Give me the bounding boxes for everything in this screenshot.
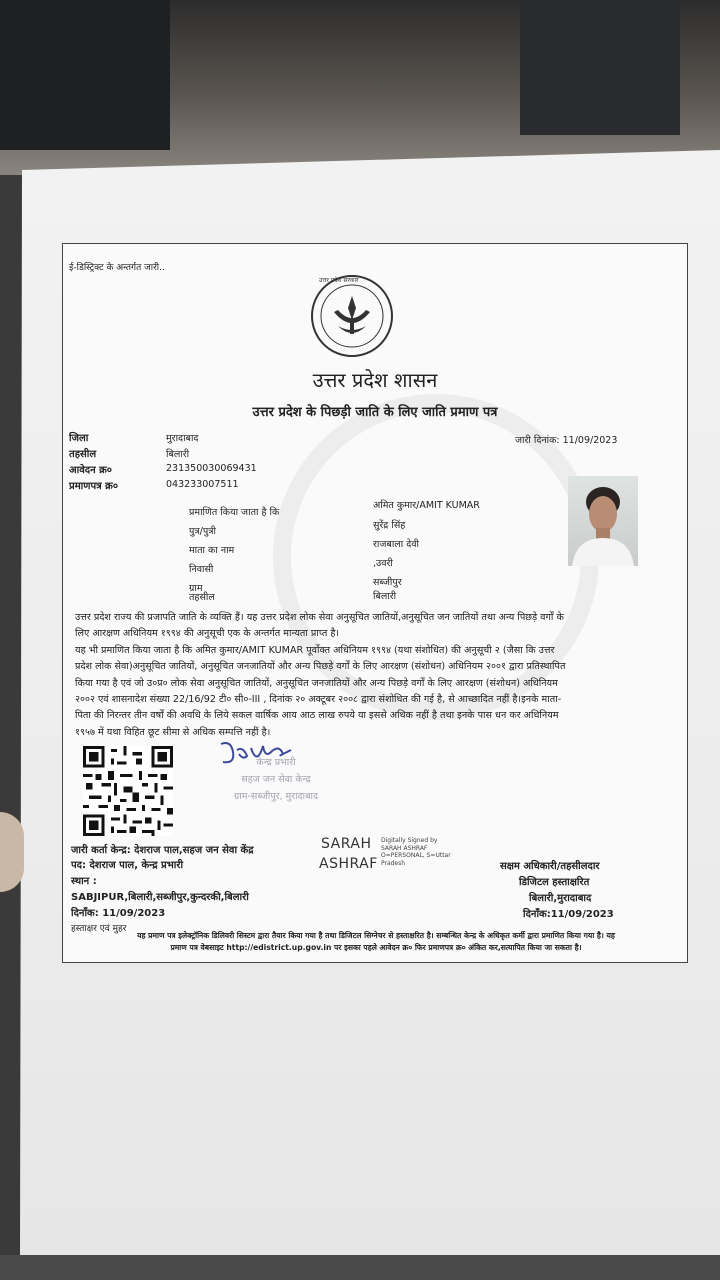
stamp-line: सहज जन सेवा केन्द्र <box>241 774 311 785</box>
person-row-label: माता का नाम <box>189 545 235 556</box>
person-tehsil-value: बिलारी <box>373 591 397 602</box>
tehsil-value: बिलारी <box>166 449 190 460</box>
applicant-photo <box>568 476 638 566</box>
desk-background <box>0 0 720 175</box>
digital-signer-name <box>321 834 378 874</box>
authority-place: बिलारी,मुरादाबाद <box>529 893 592 904</box>
tehsil-label: तहसील <box>69 449 97 460</box>
resident-value: ,उवरी <box>373 558 393 569</box>
certificate-title: उत्तर प्रदेश के पिछड़ी जाति के लिए जाति प्रमाण पत्र <box>252 405 498 420</box>
district-value: मुरादाबाद <box>166 433 199 444</box>
emblem-caption: उत्तर प्रदेश सरकार <box>319 277 359 284</box>
authority-date: दिनाँक:11/09/2023 <box>523 909 614 920</box>
person-name: अमित कुमार/AMIT KUMAR <box>373 500 480 511</box>
holding-finger <box>0 812 24 892</box>
stamp-line: ग्राम-सब्जीपुर, मुरादाबाद <box>233 791 319 802</box>
application-number: 231350030069431 <box>166 463 257 474</box>
signature-note-line: SARAH ASHRAF <box>381 844 428 852</box>
certificate-number-label: प्रमाणपत्र क्र० <box>69 481 119 492</box>
village-value: सब्जीपुर <box>373 577 402 588</box>
signer-name-line: ASHRAF <box>319 856 378 872</box>
father-name: सुरेंद्र सिंह <box>373 520 406 531</box>
body-line: उत्तर प्रदेश राज्य की प्रजापति जाति के व्यक्ति हैं। यह उत्तर प्रदेश लोक सेवा अनुसूचित जातियों,अनुसूचित जन जातियों तथा अन्य पिछड़े वर्गों के <box>75 612 564 623</box>
person-row-label: प्रमाणित किया जाता है कि <box>189 507 280 518</box>
signature-note-line: Pradesh <box>381 859 406 867</box>
sign-and-seal-label: हस्ताक्षर एवं मुहर <box>71 924 127 934</box>
up-govt-emblem-icon <box>310 274 394 358</box>
place-label: स्थान : <box>71 876 97 887</box>
body-line: प्रदेश लोक सेवा)अनुसूचित जातियों, अनुसूचित जनजातियों और अन्य पिछड़े वर्गों के लिए आरक्षण (संशोधन) अधिनियम २००१ द्वारा प्रतिस्थापित <box>75 661 566 673</box>
mother-name: राजबाला देवी <box>373 539 419 550</box>
person-row-label: तहसील <box>189 592 215 603</box>
person-row-label: निवासी <box>189 564 214 575</box>
authority-digital-signed: डिजिटल हस्ताक्षरित <box>519 877 590 888</box>
signer-name-line: SARAH <box>321 836 372 852</box>
digital-signature-note <box>381 837 451 867</box>
district-label: जिला <box>69 433 89 444</box>
footer-line: प्रमाण पत्र वेबसाइट http://edistrict.up.gov.in पर इसका पहले आवेदन क्र० फिर प्रमाणपत्र क्र० अंकित कर,सत्यापित किया जा सकता है। <box>170 943 582 952</box>
application-label: आवेदन क्र० <box>69 465 113 476</box>
surface-bottom <box>0 1255 720 1280</box>
edistrict-note: ई-डिस्ट्रिक्ट के अन्तर्गत जारी.. <box>69 263 165 273</box>
certificate-number: 043233007511 <box>166 479 239 490</box>
body-line: लिए आरक्षण अधिनियम १९९४ की अनुसूची एक के अन्तर्गत मान्यता प्राप्त है। <box>75 628 340 640</box>
footer-line: यह प्रमाण पत्र इलेक्ट्रॉनिक डिलिवरी सिस्टम द्वारा तैयार किया गया है तथा डिजिटल सिग्नेचर से हस्ताक्षरित है। सम्बन्धित केन्द्र के अधिकृत कर्मी द्वारा प्रमाणित किया गया है। यह <box>137 931 615 940</box>
qr-code-icon <box>83 746 173 836</box>
signature-note-line: O=PERSONAL, S=Uttar <box>381 852 451 859</box>
caste-certificate <box>62 243 688 963</box>
certificate-body <box>75 610 679 741</box>
issuer-post: पद: देशराज पाल, केन्द्र प्रभारी <box>71 860 184 871</box>
stamp-line: केन्द्र प्रभारी <box>256 757 296 768</box>
signature-note-line: Digitally Signed by <box>381 837 438 844</box>
body-line: यह भी प्रमाणित किया जाता है कि अमित कुमार/AMIT KUMAR पूर्वोक्त अधिनियम १९९४ (यथा संशोधित) की अनुसूची २ (जैसा कि उत्तर <box>75 644 555 656</box>
desk-object-right <box>520 0 680 135</box>
issuing-center: जारी कर्ता केन्द्र: देशराज पाल,सहज जन सेवा केंद्र <box>71 845 254 856</box>
person-row-label: पुत्र/पुत्री <box>189 526 216 537</box>
body-line: २००२ एवं शासनादेश संख्या 22/16/92 टी० सी०-III , दिनांक २० अक्टूबर २००८ द्वारा संशोधित की गई है, से आच्छादित नहीं है।इनके माता- <box>75 694 562 706</box>
body-line: १९५७ में यथा विहित छूट सीमा से अधिक सम्पत्ति नहीं है। <box>75 726 271 738</box>
issuer-date: दिनाँक: 11/09/2023 <box>71 908 166 919</box>
issue-date: जारी दिनांक: 11/09/2023 <box>515 435 618 446</box>
authority-title: सक्षम अधिकारी/तहसीलदार <box>500 861 600 872</box>
govt-title: उत्तर प्रदेश शासन <box>312 368 438 392</box>
body-line: किया गया है एवं जो उ०प्र० लोक सेवा अनुसूचित जातियों, अनुसूचित जनजातियों और अन्य पिछड़े वर्गों के लिए आरक्षण (संशोधन) अधिनियम <box>75 677 558 689</box>
desk-object-left <box>0 0 170 150</box>
body-line: पिता की निरन्तर तीन वर्षों की अवधि के लिये सकल वार्षिक आय आठ लाख रुपये या इससे अधिक नहीं है तथा इनके पास धन कर अधिनियम <box>75 710 559 722</box>
certificate-footer <box>73 930 679 954</box>
place-value: SABJIPUR,बिलारी,सब्जीपुर,कुन्दरकी,बिलारी <box>71 892 249 903</box>
person-row-label: ग्राम <box>189 583 203 594</box>
center-stamp <box>211 754 341 805</box>
